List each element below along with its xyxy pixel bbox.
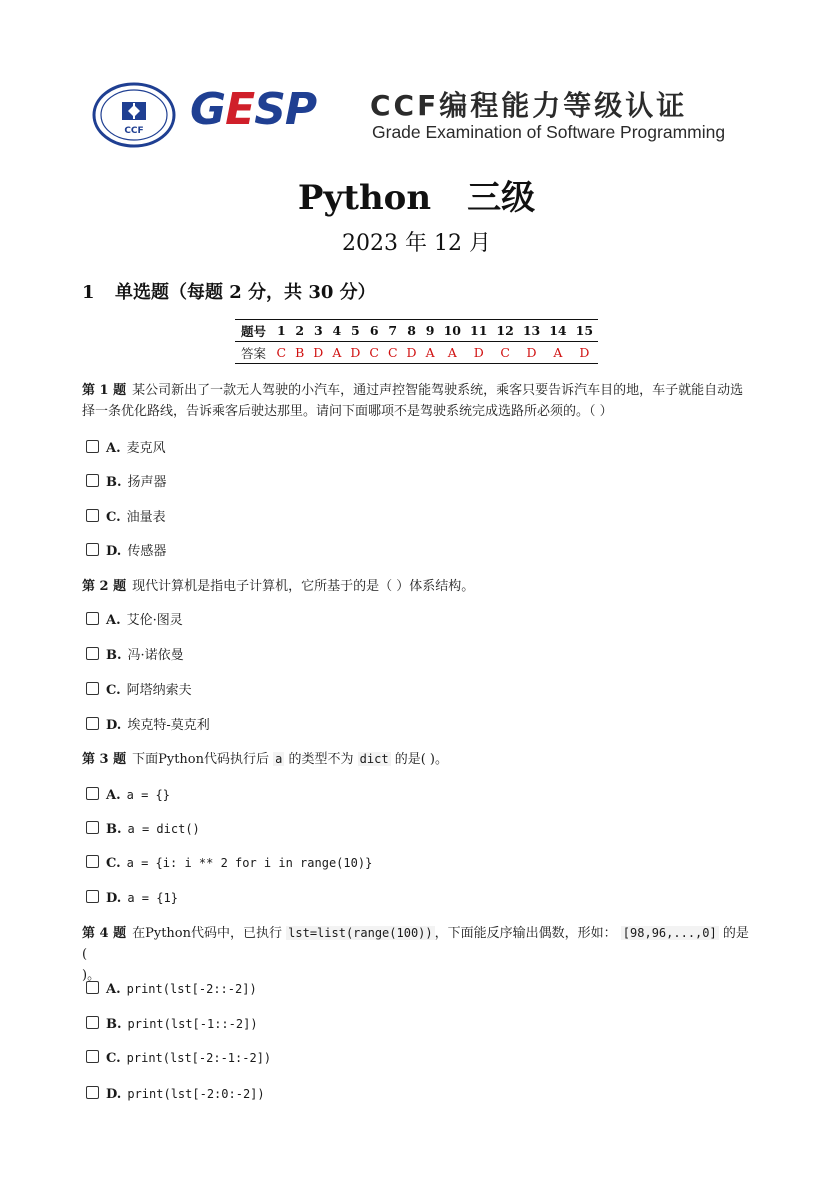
option-letter: D. <box>106 1087 122 1102</box>
checkbox[interactable] <box>86 647 99 660</box>
option-text: 麦克风 <box>126 441 166 456</box>
checkbox[interactable] <box>86 440 99 453</box>
header-label: 题号 <box>235 320 272 342</box>
question-number: 第 2 题 <box>82 579 127 594</box>
question-number-cell: 5 <box>346 320 365 342</box>
option-2c[interactable] <box>86 682 192 700</box>
option-4a[interactable] <box>86 980 257 998</box>
option-4c[interactable] <box>86 1049 271 1067</box>
answer-table-answer-row <box>235 342 598 364</box>
inline-code: a <box>275 752 283 766</box>
option-letter: B. <box>106 648 122 663</box>
option-letter: B. <box>106 1017 122 1032</box>
question-number-cell: 10 <box>439 320 465 342</box>
question-text: 现代计算机是指电子计算机，它所基于的是（ ）体系结构。 <box>132 579 475 594</box>
option-1d[interactable] <box>86 543 166 561</box>
checkbox[interactable] <box>86 1050 99 1063</box>
answer-table <box>235 319 598 364</box>
section-number: 1 <box>82 282 95 303</box>
question-number-cell: 13 <box>518 320 544 342</box>
option-text: 埃克特-莫克利 <box>127 718 210 733</box>
option-code: a = dict() <box>127 822 200 836</box>
option-text: 冯·诺依曼 <box>127 648 184 663</box>
answer-cell: D <box>309 342 328 364</box>
option-code: print(lst[-1::-2]) <box>127 1017 258 1031</box>
checkbox[interactable] <box>86 474 99 487</box>
answer-cell: D <box>346 342 365 364</box>
inline-code: [98,96,...,0] <box>622 926 717 940</box>
option-text: 传感器 <box>127 544 167 559</box>
checkbox[interactable] <box>86 682 99 695</box>
option-letter: D. <box>106 718 122 733</box>
answer-cell: A <box>439 342 465 364</box>
option-letter: A. <box>106 982 121 997</box>
question-number: 第 4 题 <box>82 926 127 941</box>
option-letter: C. <box>106 856 121 871</box>
option-3c[interactable] <box>86 854 372 872</box>
question-text-mid: 的类型不为 <box>288 752 354 767</box>
option-2d[interactable] <box>86 717 210 735</box>
option-letter: B. <box>106 475 122 490</box>
option-4b[interactable] <box>86 1015 258 1033</box>
question-2 <box>82 576 750 597</box>
title-language: Python <box>297 178 432 218</box>
answer-cell: A <box>328 342 346 364</box>
option-code: print(lst[-2::-2]) <box>126 982 257 996</box>
option-code: a = {1} <box>127 891 178 905</box>
option-3a[interactable] <box>86 786 170 804</box>
question-number: 第 1 题 <box>82 383 127 398</box>
question-number-cell: 7 <box>383 320 402 342</box>
answer-cell: C <box>365 342 384 364</box>
question-number-cell: 15 <box>571 320 597 342</box>
answer-cell: A <box>545 342 571 364</box>
answer-cell: D <box>402 342 421 364</box>
question-text: 某公司新出了一款无人驾驶的小汽车，通过声控智能驾驶系统，乘客只要告诉汽车目的地，车子就能自动选择一条优化路线，告诉乘客后驶达那里。请问下面哪项不是驾驶系统完成选路所必须的。（ ） <box>82 383 744 419</box>
answer-label: 答案 <box>235 342 272 364</box>
option-1b[interactable] <box>86 474 167 492</box>
checkbox[interactable] <box>86 855 99 868</box>
checkbox[interactable] <box>86 821 99 834</box>
header <box>92 78 752 150</box>
inline-code: lst=list(range(100)) <box>288 926 433 940</box>
option-text: 油量表 <box>126 510 166 525</box>
option-text: 扬声器 <box>127 475 167 490</box>
checkbox[interactable] <box>86 981 99 994</box>
question-number-cell: 12 <box>492 320 518 342</box>
answer-cell: D <box>571 342 597 364</box>
answer-cell: C <box>383 342 402 364</box>
question-3 <box>82 749 750 770</box>
option-letter: D. <box>106 891 122 906</box>
answer-cell: D <box>466 342 492 364</box>
option-text: 阿塔纳索夫 <box>126 683 192 698</box>
question-text-mid: ，下面能反序输出偶数，形如： <box>434 926 617 941</box>
question-number-cell: 3 <box>309 320 328 342</box>
question-text-pre: 下面Python代码执行后 <box>132 752 269 767</box>
inline-code: dict <box>359 752 389 766</box>
option-letter: C. <box>106 683 121 698</box>
gesp-logo: GESP <box>190 84 317 135</box>
section-title: 单选题（每题 2 分，共 30 分） <box>115 282 376 303</box>
question-number-cell: 8 <box>402 320 421 342</box>
option-4d[interactable] <box>86 1085 265 1103</box>
question-number-cell: 9 <box>421 320 439 342</box>
checkbox[interactable] <box>86 612 99 625</box>
option-2a[interactable] <box>86 612 183 630</box>
option-letter: C. <box>106 1051 121 1066</box>
option-3d[interactable] <box>86 889 178 907</box>
answer-cell: A <box>421 342 439 364</box>
checkbox[interactable] <box>86 543 99 556</box>
answer-cell: D <box>518 342 544 364</box>
option-code: print(lst[-2:0:-2]) <box>127 1087 265 1101</box>
option-letter: A. <box>106 788 121 803</box>
checkbox[interactable] <box>86 1086 99 1099</box>
page-title <box>0 170 833 219</box>
question-number-cell: 14 <box>545 320 571 342</box>
answer-cell: C <box>272 342 291 364</box>
option-2b[interactable] <box>86 647 184 665</box>
section-heading <box>82 278 376 304</box>
option-letter: A. <box>106 441 121 456</box>
checkbox[interactable] <box>86 509 99 522</box>
checkbox[interactable] <box>86 717 99 730</box>
question-1 <box>82 380 750 422</box>
question-text-line2: )。 <box>82 968 101 983</box>
question-text-post: 的是( <box>82 926 749 962</box>
question-number-cell: 1 <box>272 320 291 342</box>
option-1a[interactable] <box>86 440 166 458</box>
question-number-cell: 11 <box>466 320 492 342</box>
question-number: 第 3 题 <box>82 752 127 767</box>
question-text-post: 的是( )。 <box>394 752 448 767</box>
option-letter: D. <box>106 544 122 559</box>
option-code: print(lst[-2:-1:-2]) <box>126 1051 272 1065</box>
answer-table-header-row <box>235 320 598 342</box>
question-text-pre: 在Python代码中，已执行 <box>132 926 282 941</box>
option-1c[interactable] <box>86 509 166 527</box>
option-letter: C. <box>106 510 121 525</box>
exam-date: 2023 年 12 月 <box>342 231 491 256</box>
answer-cell: C <box>492 342 518 364</box>
question-number-cell: 6 <box>365 320 384 342</box>
checkbox[interactable] <box>86 890 99 903</box>
option-code: a = {} <box>126 788 170 802</box>
question-number-cell: 4 <box>328 320 346 342</box>
option-letter: A. <box>106 613 121 628</box>
option-3b[interactable] <box>86 820 200 838</box>
option-code: a = {i: i ** 2 for i in range(10)} <box>126 856 373 870</box>
option-text: 艾伦·图灵 <box>126 613 183 628</box>
checkbox[interactable] <box>86 787 99 800</box>
answer-cell: B <box>291 342 309 364</box>
title-level: 三级 <box>467 178 536 218</box>
question-number-cell: 2 <box>291 320 309 342</box>
svg-text:CCF: CCF <box>124 126 144 136</box>
ccf-logo <box>92 82 176 148</box>
option-letter: B. <box>106 822 122 837</box>
question-4 <box>82 923 750 986</box>
cert-subtitle: Grade Examination of Software Programming <box>372 122 726 142</box>
checkbox[interactable] <box>86 1016 99 1029</box>
cert-title: CCF编程能力等级认证 <box>370 89 688 122</box>
